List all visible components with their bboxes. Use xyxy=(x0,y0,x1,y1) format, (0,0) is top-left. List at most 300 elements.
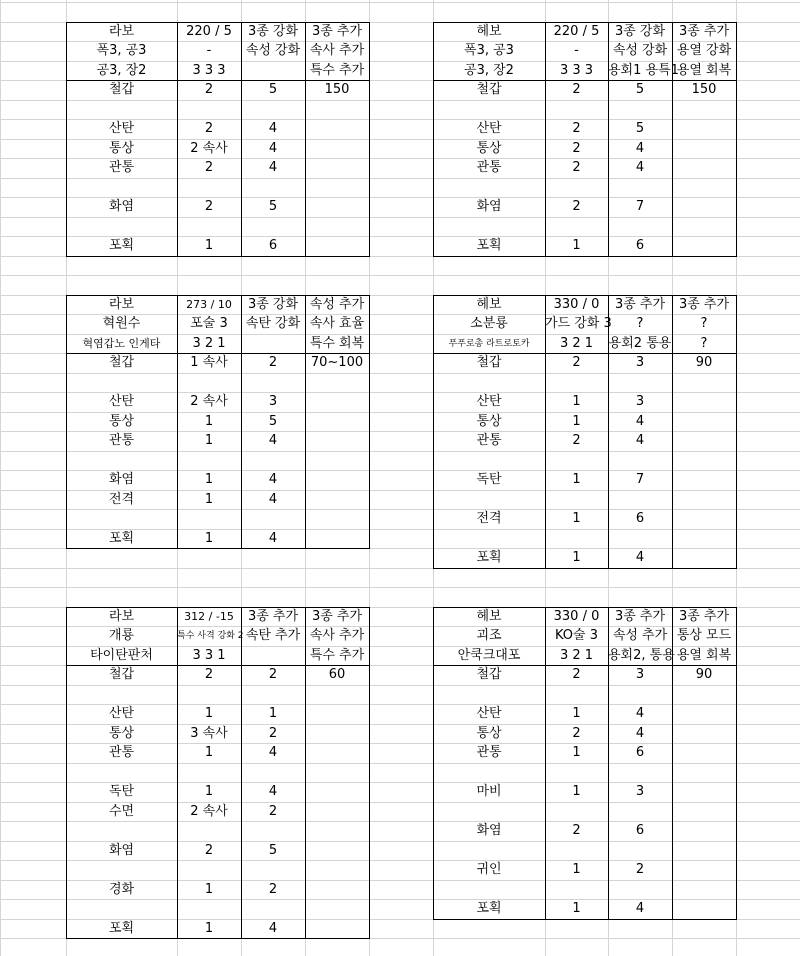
table-6-cell xyxy=(608,802,672,822)
table-6-cell xyxy=(672,685,736,705)
table-6-cell: 2 xyxy=(572,823,581,838)
table-3-cell xyxy=(177,373,241,393)
table-4-cell: 포획 xyxy=(476,550,502,565)
table-1-cell xyxy=(305,158,369,178)
table-2-cell: 3종 강화 xyxy=(614,24,666,39)
table-5-cell: 3 3 1 xyxy=(192,648,226,663)
table-1-cell: 4 xyxy=(268,141,278,156)
table-2-cell: 2 xyxy=(572,121,581,136)
table-3-cell: 혁원수 xyxy=(102,316,141,331)
table-6-cell: 2 xyxy=(572,667,581,682)
table-2-cell xyxy=(545,100,608,120)
table-1-cell xyxy=(305,197,369,217)
table-3-cell xyxy=(241,509,305,529)
table-1-cell xyxy=(66,178,177,198)
table-4-cell xyxy=(672,392,736,412)
table-5-cell xyxy=(305,685,369,705)
table-3-cell xyxy=(305,470,369,490)
table-6-cell xyxy=(672,724,736,744)
table-3-cell: 2 xyxy=(268,355,278,370)
table-3-cell xyxy=(177,451,241,471)
table-2-cell xyxy=(672,119,736,139)
table-3-cell: 특수 회복 xyxy=(309,336,365,351)
table-6-cell xyxy=(672,860,736,880)
table-6-cell: 관통 xyxy=(476,745,502,760)
table-5-cell xyxy=(241,821,305,841)
table-6-cell xyxy=(433,880,545,900)
table-6-cell: 90 xyxy=(695,667,713,682)
table-2-cell: 7 xyxy=(635,199,645,214)
table-5-cell: 312 / -15 xyxy=(184,610,234,623)
table-2-cell: 3종 추가 xyxy=(678,24,730,39)
table-3-cell: 관통 xyxy=(108,433,135,448)
table-2-cell: 2 xyxy=(572,82,581,97)
table-6-cell: 3 xyxy=(635,784,645,799)
table-4-cell: 헤보 xyxy=(476,297,502,312)
table-5-cell xyxy=(305,821,369,841)
table-3-cell xyxy=(241,334,305,354)
table-4-cell: 산탄 xyxy=(476,394,502,409)
table-2-cell xyxy=(672,139,736,159)
table-2-cell xyxy=(608,100,672,120)
table-1-cell: 철갑 xyxy=(108,82,135,97)
table-2-cell: 4 xyxy=(635,160,645,175)
table-2-cell xyxy=(672,178,736,198)
table-5-cell: 산탄 xyxy=(108,706,135,721)
table-5-cell xyxy=(305,724,369,744)
table-4-cell xyxy=(672,431,736,451)
table-4-cell: 4 xyxy=(635,433,645,448)
table-5-cell: 2 xyxy=(204,667,214,682)
table-1-cell: 5 xyxy=(268,199,278,214)
table-5-cell: 경화 xyxy=(108,882,135,897)
table-1-cell: 공3, 장2 xyxy=(96,63,147,78)
table-5-cell: 1 xyxy=(204,706,214,721)
table-6-cell: 4 xyxy=(635,901,645,916)
table-6-cell xyxy=(672,899,736,919)
table-4-cell xyxy=(545,529,608,549)
table-6-cell xyxy=(672,880,736,900)
table-4-cell: 소분룡 xyxy=(470,316,508,331)
table-3-cell: 라보 xyxy=(108,297,135,312)
table-6-cell: 3 xyxy=(635,667,645,682)
table-1-cell: 관통 xyxy=(108,160,135,175)
table-3-cell: 화염 xyxy=(108,472,135,487)
table-1-cell xyxy=(305,100,369,120)
table-2-cell: 2 xyxy=(572,141,581,156)
table-2-cell xyxy=(672,100,736,120)
table-4-cell: 4 xyxy=(635,414,645,429)
table-6-cell: 괴조 xyxy=(476,628,502,643)
table-2-cell: 5 xyxy=(635,82,645,97)
table-4-cell xyxy=(672,412,736,432)
table-5-cell: 2 xyxy=(268,667,278,682)
table-6-cell: 헤보 xyxy=(476,609,502,624)
table-6-cell xyxy=(672,821,736,841)
table-4-cell: 관통 xyxy=(476,433,502,448)
table-1-cell: 속성 강화 xyxy=(245,43,301,58)
table-4-cell xyxy=(608,373,672,393)
table-1-cell: 2 xyxy=(204,121,214,136)
table-5-cell: 4 xyxy=(268,921,278,936)
table-6-cell: 1 xyxy=(572,901,581,916)
table-4-cell: 2 xyxy=(572,355,581,370)
table-6-cell xyxy=(608,880,672,900)
table-6-cell: 2 xyxy=(635,862,645,877)
table-2-cell xyxy=(672,236,736,256)
table-6-cell xyxy=(672,704,736,724)
table-4-cell xyxy=(545,451,608,471)
table-1-cell: 4 xyxy=(268,121,278,136)
table-1-cell: 220 / 5 xyxy=(186,24,232,39)
table-6-cell: 마비 xyxy=(476,784,502,799)
table-6-cell xyxy=(672,743,736,763)
table-6-cell xyxy=(545,841,608,861)
table-6-cell: 3종 추가 xyxy=(614,609,666,624)
table-4-cell xyxy=(672,548,736,568)
table-5-cell xyxy=(241,763,305,783)
table-4-cell xyxy=(608,451,672,471)
table-1-cell: 라보 xyxy=(108,24,135,39)
table-3-cell xyxy=(305,392,369,412)
table-2-cell xyxy=(608,178,672,198)
table-5-cell xyxy=(305,802,369,822)
table-2-cell: 통상 xyxy=(476,141,502,156)
table-5-cell: 독탄 xyxy=(108,784,135,799)
table-2-cell: 공3, 장2 xyxy=(464,63,514,78)
table-5-cell xyxy=(305,860,369,880)
table-3-cell xyxy=(177,509,241,529)
table-4-cell: 용회2 통용 xyxy=(608,336,672,351)
table-3-cell xyxy=(305,509,369,529)
table-3-cell: 속성 추가 xyxy=(309,297,365,312)
table-3-cell: 3 xyxy=(268,394,278,409)
table-3-cell: 1 xyxy=(204,414,214,429)
table-5-cell xyxy=(66,860,177,880)
table-3-cell xyxy=(305,373,369,393)
table-4-cell: 3종 추가 xyxy=(678,297,730,312)
table-5-cell: 라보 xyxy=(108,609,135,624)
table-3-cell: 1 속사 xyxy=(190,355,228,370)
table-3-cell xyxy=(241,451,305,471)
table-1-cell: 통상 xyxy=(108,141,135,156)
table-3-cell: 3종 강화 xyxy=(247,297,299,312)
table-6-cell: 철갑 xyxy=(476,667,502,682)
table-3-cell: 1 xyxy=(204,433,214,448)
table-1-cell xyxy=(177,217,241,237)
table-6-cell xyxy=(433,802,545,822)
table-6-cell: 3종 추가 xyxy=(678,609,730,624)
table-3-cell: 4 xyxy=(268,472,278,487)
table-6-cell xyxy=(433,685,545,705)
table-4-cell: 1 xyxy=(572,511,581,526)
table-2-cell: 용열 회복 xyxy=(676,63,732,78)
table-2-cell: 산탄 xyxy=(476,121,502,136)
table-6-cell: 통상 모드 xyxy=(676,628,732,643)
table-3-cell xyxy=(305,490,369,510)
table-2-cell: 5 xyxy=(635,121,645,136)
table-5-cell xyxy=(66,821,177,841)
table-1-cell: 3종 강화 xyxy=(247,24,299,39)
table-3-cell xyxy=(66,451,177,471)
table-5-cell xyxy=(305,743,369,763)
table-3-cell: 1 xyxy=(204,492,214,507)
table-6-cell: 2 xyxy=(572,726,581,741)
table-6-cell: KO술 3 xyxy=(554,628,598,643)
table-6-cell: 1 xyxy=(572,784,581,799)
table-4-cell: 2 xyxy=(572,433,581,448)
table-3-cell: 5 xyxy=(268,414,278,429)
table-1-cell: 포획 xyxy=(108,238,135,253)
table-5-cell xyxy=(305,782,369,802)
table-3-cell xyxy=(66,373,177,393)
table-5-cell xyxy=(66,763,177,783)
table-5-cell: 1 xyxy=(204,745,214,760)
table-6-cell: 귀인 xyxy=(476,862,502,877)
table-4-cell xyxy=(672,451,736,471)
table-1-cell xyxy=(305,139,369,159)
table-1-cell xyxy=(305,236,369,256)
table-2-cell xyxy=(433,100,545,120)
table-5-cell xyxy=(66,685,177,705)
table-1-cell xyxy=(305,119,369,139)
table-5-cell: 특수 사격 강화 2 xyxy=(177,631,244,641)
table-5-cell: 2 속사 xyxy=(190,804,228,819)
table-1-cell: 특수 추가 xyxy=(309,63,365,78)
table-2-cell xyxy=(672,217,736,237)
table-6-cell: 1 xyxy=(572,862,581,877)
table-2-cell xyxy=(672,158,736,178)
table-6-cell: 6 xyxy=(635,745,645,760)
table-5-cell: 60 xyxy=(328,667,346,682)
table-4-cell: 푸푸로총 라트로토카 xyxy=(448,339,530,349)
table-6-cell: 포획 xyxy=(476,901,502,916)
table-3-cell: 포획 xyxy=(108,531,135,546)
table-3-cell: 포술 3 xyxy=(190,316,228,331)
table-4-cell: 통상 xyxy=(476,414,502,429)
table-3-cell: 산탄 xyxy=(108,394,135,409)
table-6-cell xyxy=(672,763,736,783)
table-4-cell xyxy=(672,490,736,510)
table-4-cell: 90 xyxy=(695,355,713,370)
table-4-cell xyxy=(608,490,672,510)
table-5-cell: 화염 xyxy=(108,843,135,858)
table-1-cell xyxy=(241,178,305,198)
table-5-cell: 3종 추가 xyxy=(247,609,299,624)
table-1-cell: 2 xyxy=(204,160,214,175)
table-5-cell: 포획 xyxy=(108,921,135,936)
table-1-cell xyxy=(177,100,241,120)
table-5-cell: 4 xyxy=(268,745,278,760)
table-2-cell: 1 xyxy=(572,238,581,253)
table-6-cell xyxy=(608,763,672,783)
table-3-cell xyxy=(241,373,305,393)
table-1-cell: 2 속사 xyxy=(190,141,228,156)
table-2-cell: 3 3 3 xyxy=(559,63,594,78)
table-2-cell: 헤보 xyxy=(476,24,502,39)
table-1-cell xyxy=(241,100,305,120)
table-4-cell: 1 xyxy=(572,394,581,409)
table-5-cell xyxy=(241,899,305,919)
table-1-cell: 폭3, 공3 xyxy=(96,43,147,58)
table-5-cell xyxy=(305,880,369,900)
table-6-cell xyxy=(672,782,736,802)
table-1-cell: 150 xyxy=(324,82,350,97)
table-5-cell xyxy=(305,899,369,919)
table-1-cell: 화염 xyxy=(108,199,135,214)
table-6-cell: 1 xyxy=(572,706,581,721)
table-4-cell: 330 / 0 xyxy=(553,297,600,312)
table-2-cell: 6 xyxy=(635,238,645,253)
table-5-cell xyxy=(177,763,241,783)
table-2-cell: 폭3, 공3 xyxy=(464,43,514,58)
table-4-cell: ? xyxy=(700,336,708,351)
table-4-cell xyxy=(672,529,736,549)
table-5-cell: 철갑 xyxy=(108,667,135,682)
table-4-cell: 7 xyxy=(635,472,645,487)
table-2-cell: 220 / 5 xyxy=(553,24,600,39)
table-1-cell xyxy=(66,217,177,237)
table-3-cell xyxy=(305,431,369,451)
table-3-cell: 4 xyxy=(268,433,278,448)
table-4-cell: 전격 xyxy=(476,511,502,526)
table-1-cell: - xyxy=(206,43,212,58)
table-5-cell: 수면 xyxy=(108,804,135,819)
table-2-cell xyxy=(608,217,672,237)
table-5-cell: 1 xyxy=(268,706,278,721)
table-4-cell: 1 xyxy=(572,550,581,565)
table-5-cell xyxy=(177,821,241,841)
table-4-cell: 4 xyxy=(635,550,645,565)
table-3-cell xyxy=(305,451,369,471)
table-5-cell xyxy=(241,646,305,666)
table-6-cell xyxy=(608,841,672,861)
table-6-cell: 330 / 0 xyxy=(553,609,600,624)
table-6-cell: 용열 회복 xyxy=(676,648,732,663)
table-1-cell xyxy=(241,61,305,81)
table-5-cell: 2 xyxy=(268,882,278,897)
table-4-cell xyxy=(433,529,545,549)
table-2-cell: 2 xyxy=(572,160,581,175)
table-1-cell: 2 xyxy=(204,82,214,97)
table-3-cell xyxy=(66,509,177,529)
table-5-cell xyxy=(241,860,305,880)
table-4-cell xyxy=(672,373,736,393)
table-3-cell: 전격 xyxy=(108,492,135,507)
table-6-cell: 화염 xyxy=(476,823,502,838)
table-5-cell xyxy=(305,919,369,939)
table-1-cell: 속사 추가 xyxy=(309,43,365,58)
table-3-cell: 2 속사 xyxy=(190,394,228,409)
table-5-cell: 속탄 추가 xyxy=(245,628,301,643)
table-6-cell: 6 xyxy=(635,823,645,838)
table-4-cell xyxy=(433,451,545,471)
table-6-cell xyxy=(545,763,608,783)
table-5-cell: 3종 추가 xyxy=(311,609,363,624)
table-4-cell: 독탄 xyxy=(476,472,502,487)
table-5-cell: 5 xyxy=(268,843,278,858)
table-1-cell: 3종 추가 xyxy=(311,24,363,39)
table-5-cell: 통상 xyxy=(108,726,135,741)
table-6-cell xyxy=(433,763,545,783)
table-3-cell: 속사 효율 xyxy=(309,316,365,331)
table-1-cell xyxy=(305,178,369,198)
table-3-cell: 철갑 xyxy=(108,355,135,370)
table-2-cell: 4 xyxy=(635,141,645,156)
table-4-cell: 철갑 xyxy=(476,355,502,370)
table-6-cell: 4 xyxy=(635,706,645,721)
table-2-cell: 2 xyxy=(572,199,581,214)
table-4-cell xyxy=(672,470,736,490)
table-5-cell: 1 xyxy=(204,921,214,936)
table-1-cell: 3 3 3 xyxy=(192,63,226,78)
table-4-cell xyxy=(672,509,736,529)
table-3-cell: 4 xyxy=(268,492,278,507)
table-3-cell: 속탄 강화 xyxy=(245,316,301,331)
table-3-cell: 1 xyxy=(204,531,214,546)
table-3-cell: 273 / 10 xyxy=(186,298,232,311)
table-2-cell xyxy=(433,217,545,237)
table-2-cell xyxy=(545,217,608,237)
table-3-cell: 통상 xyxy=(108,414,135,429)
table-5-cell xyxy=(305,841,369,861)
table-5-cell: 2 xyxy=(204,843,214,858)
table-5-cell: 1 xyxy=(204,882,214,897)
table-5-cell xyxy=(177,860,241,880)
table-5-cell xyxy=(66,899,177,919)
table-2-cell: 철갑 xyxy=(476,82,502,97)
table-5-cell: 3 속사 xyxy=(190,726,228,741)
table-6-cell: 통상 xyxy=(476,726,502,741)
table-6-cell xyxy=(545,880,608,900)
table-3-cell: 4 xyxy=(268,531,278,546)
table-5-cell: 2 xyxy=(268,726,278,741)
table-5-cell: 타이탄판처 xyxy=(90,648,153,663)
table-3-cell: 70~100 xyxy=(310,355,364,370)
table-6-cell xyxy=(545,685,608,705)
table-6-cell: 3 2 1 xyxy=(559,648,594,663)
table-3-cell xyxy=(305,412,369,432)
table-2-cell: 용회1 용특1 xyxy=(608,63,679,78)
table-6-cell xyxy=(672,802,736,822)
table-1-cell: 산탄 xyxy=(108,121,135,136)
table-1-cell: 4 xyxy=(268,160,278,175)
table-4-cell xyxy=(433,373,545,393)
table-1-cell: 2 xyxy=(204,199,214,214)
table-2-cell xyxy=(672,197,736,217)
table-4-cell: 3 xyxy=(635,355,645,370)
table-6-cell: 용회2, 통용 xyxy=(608,648,675,663)
table-6-cell: 속성 추가 xyxy=(612,628,668,643)
table-5-cell: 1 xyxy=(204,784,214,799)
table-1-cell: 5 xyxy=(268,82,278,97)
table-1-cell xyxy=(177,178,241,198)
table-1-cell xyxy=(241,217,305,237)
table-5-cell xyxy=(241,685,305,705)
table-6-cell: 안쿡크대포 xyxy=(457,648,521,663)
table-6-cell xyxy=(545,802,608,822)
table-4-cell: 6 xyxy=(635,511,645,526)
table-2-cell xyxy=(433,178,545,198)
table-5-cell xyxy=(177,899,241,919)
table-3-cell: 혁염갑노 인게타 xyxy=(82,337,161,350)
table-4-cell: 가드 강화 3 xyxy=(545,316,612,331)
table-5-cell xyxy=(177,685,241,705)
table-6-cell xyxy=(672,841,736,861)
table-4-cell: ? xyxy=(700,316,708,331)
table-1-cell: 6 xyxy=(268,238,278,253)
table-4-cell: 3 xyxy=(635,394,645,409)
